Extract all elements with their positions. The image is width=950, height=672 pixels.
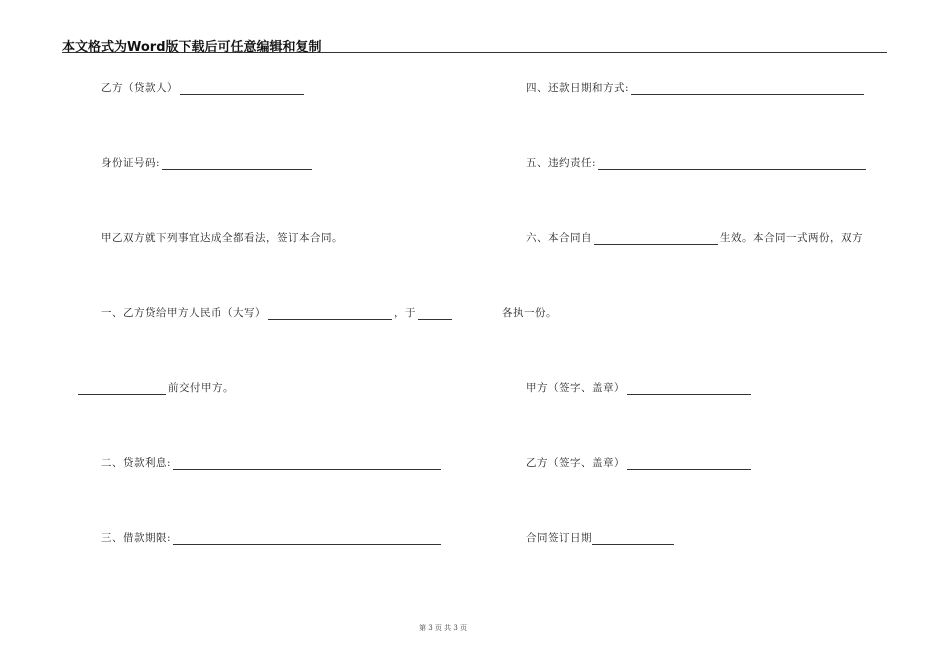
agreement-line [101, 230, 343, 245]
sign-party-a-blank[interactable] [627, 383, 751, 395]
page-number: 第 3 页 共 3 页 [418, 624, 468, 632]
repayment-blank[interactable] [631, 83, 864, 95]
interest-blank[interactable] [173, 458, 441, 470]
item1-cont-text: 前交付甲方。 [168, 382, 234, 394]
item2-line [101, 455, 443, 470]
item3-line [101, 530, 443, 545]
id-number-line [101, 155, 314, 170]
item4-label: 四、还款日期和方式: [526, 82, 630, 94]
agreement-text: 甲乙双方就下列事宜达成全都看法，签订本合同。 [101, 232, 343, 244]
date-blank-long[interactable] [78, 383, 166, 395]
item6-label: 六、本合同自 [526, 232, 592, 244]
item6-cont-line [502, 305, 557, 320]
sign-party-b-line [526, 455, 753, 470]
item1-cont-line [76, 380, 234, 395]
sign-date-blank[interactable] [592, 533, 674, 545]
id-number-label: 身份证号码: [101, 157, 161, 169]
item1-conjunction: ，于 [394, 307, 416, 319]
amount-blank[interactable] [268, 308, 392, 320]
item3-label: 三、借款期限: [101, 532, 172, 544]
effective-date-blank[interactable] [594, 233, 718, 245]
party-b-line [101, 80, 306, 95]
item6-line [526, 230, 863, 245]
item1-label: 一、乙方贷给甲方人民币（大写） [101, 307, 266, 319]
sign-date-line [526, 530, 676, 545]
liability-blank[interactable] [598, 158, 866, 170]
sign-party-a-label: 甲方（签字、盖章） [526, 382, 625, 394]
item2-label: 二、贷款利息: [101, 457, 172, 469]
item5-line [526, 155, 868, 170]
item6-cont-text: 各执一份。 [502, 307, 557, 319]
date-blank-short[interactable] [418, 308, 452, 320]
item5-label: 五、违约责任: [526, 157, 597, 169]
item4-line [526, 80, 866, 95]
id-number-blank[interactable] [162, 158, 312, 170]
item1-line [101, 305, 454, 320]
header-divider [62, 52, 887, 53]
item6-text: 生效。本合同一式两份，双方 [720, 232, 863, 244]
sign-date-label: 合同签订日期 [526, 532, 592, 544]
party-b-blank[interactable] [180, 83, 304, 95]
party-b-label: 乙方（贷款人） [101, 82, 178, 94]
sign-party-a-line [526, 380, 753, 395]
sign-party-b-blank[interactable] [627, 458, 751, 470]
term-blank[interactable] [173, 533, 441, 545]
document-header-title: 本文格式为Word版下载后可任意编辑和复制 [62, 40, 322, 55]
sign-party-b-label: 乙方（签字、盖章） [526, 457, 625, 469]
